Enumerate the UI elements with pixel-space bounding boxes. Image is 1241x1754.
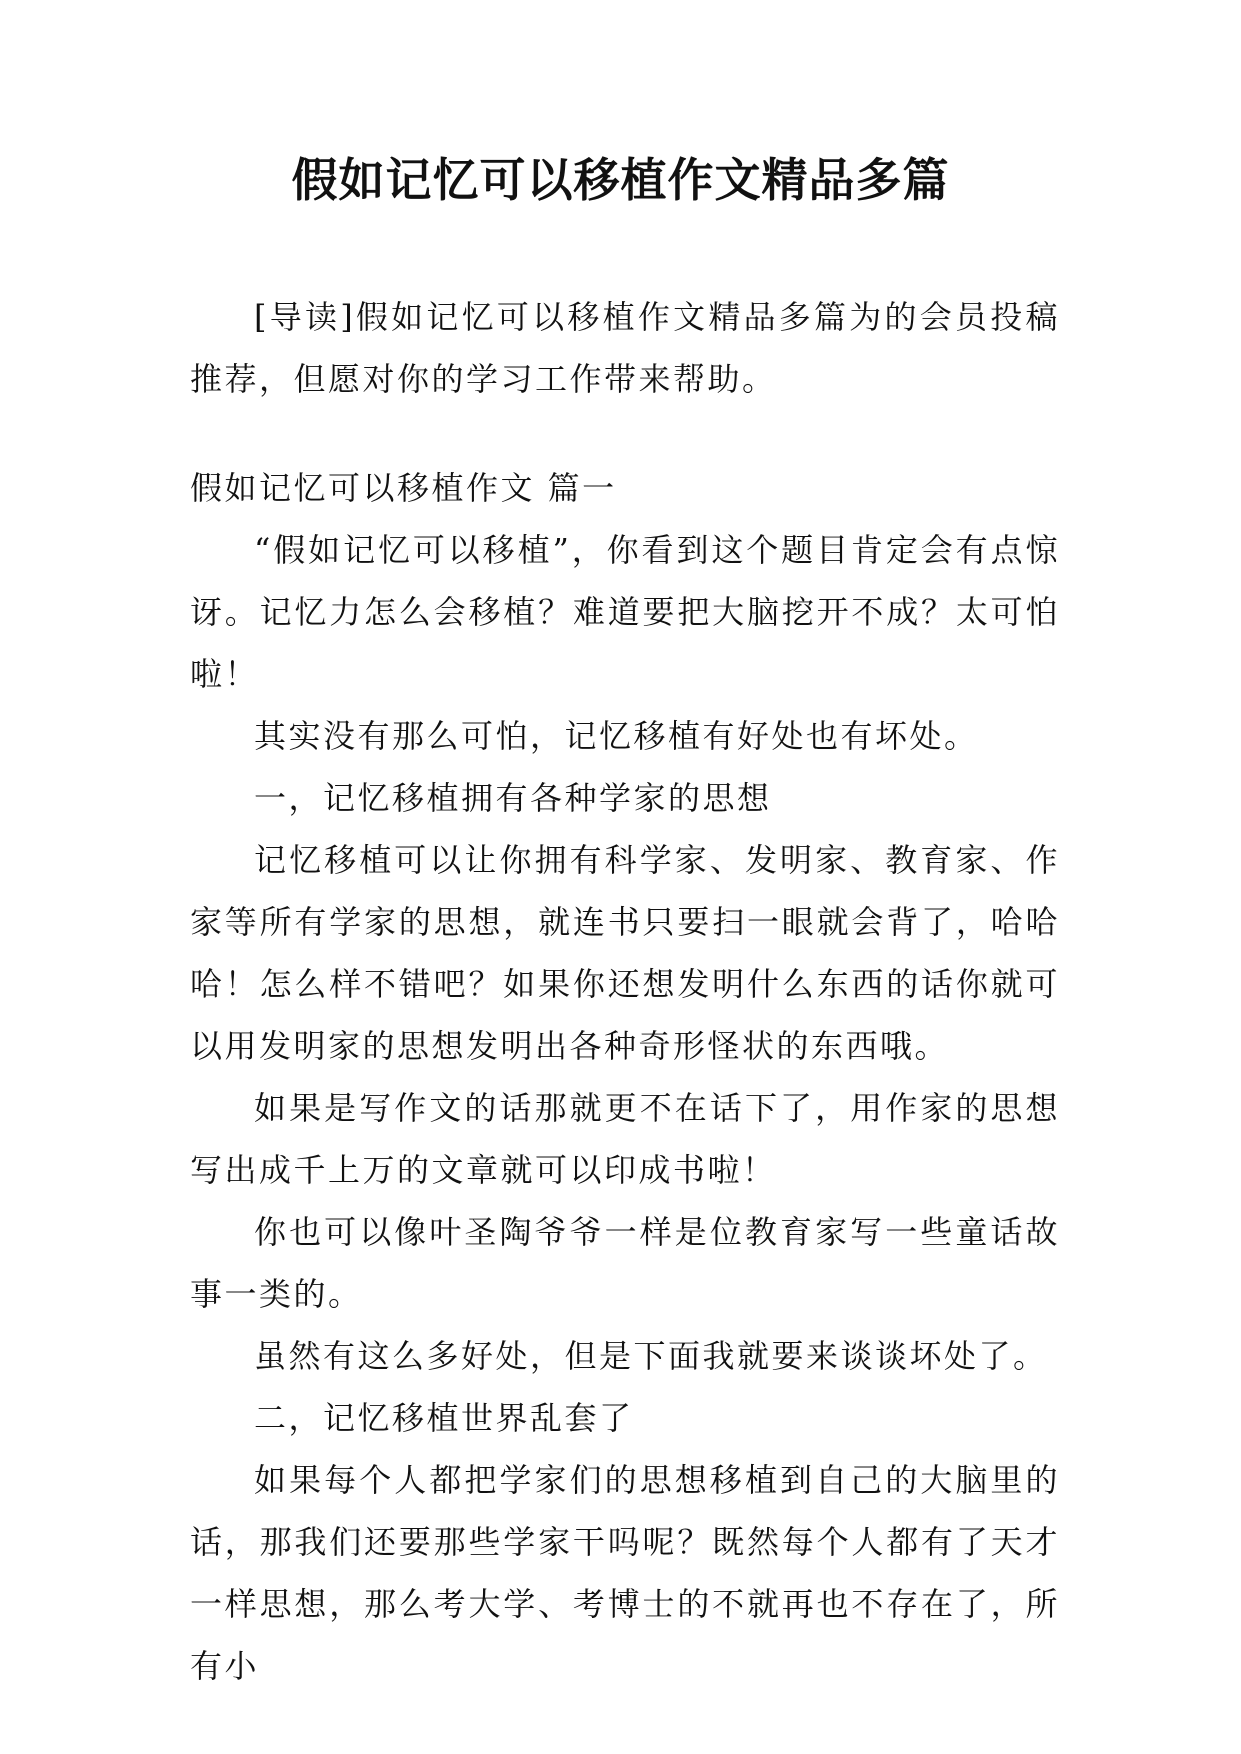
intro-paragraph: [导读]假如记忆可以移植作文精品多篇为的会员投稿推荐，但愿对你的学习工作带来帮助。 [190, 298, 1060, 398]
paragraph-5: 如果是写作文的话那就更不在话下了，用作家的思想写出成千上万的文章就可以印成书啦！ [190, 1089, 1060, 1189]
paragraph-8: 二，记忆移植世界乱套了 [254, 1399, 634, 1437]
paragraph-1: “假如记忆可以移植”，你看到这个题目肯定会有点惊讶。记忆力怎么会移植？难道要把大脑挖开不成？太可怕啦！ [190, 531, 1060, 693]
paragraph-7: 虽然有这么多好处，但是下面我就要来谈谈坏处了。 [254, 1337, 1048, 1375]
paragraph-6: 你也可以像叶圣陶爷爷一样是位教育家写一些童话故事一类的。 [190, 1213, 1060, 1313]
paragraph-3: 一，记忆移植拥有各种学家的思想 [254, 779, 772, 817]
paragraph-9: 如果每个人都把学家们的思想移植到自己的大脑里的话，那我们还要那些学家干吗呢？既然每个人都有了天才一样思想，那么考大学、考博士的不就再也不存在了，所有小 [190, 1461, 1060, 1685]
article-body [190, 457, 1060, 1697]
section-heading: 假如记忆可以移植作文 篇一 [190, 469, 617, 507]
paragraph-4: 记忆移植可以让你拥有科学家、发明家、教育家、作家等所有学家的思想，就连书只要扫一眼就会背了，哈哈哈！怎么样不错吧？如果你还想发明什么东西的话你就可以用发明家的思想发明出各种奇形怪状的东西哦。 [190, 841, 1060, 1065]
intro-block [190, 286, 1060, 410]
page-title: 假如记忆可以移植作文精品多篇 [291, 153, 950, 207]
paragraph-2: 其实没有那么可怕，记忆移植有好处也有坏处。 [254, 717, 979, 755]
